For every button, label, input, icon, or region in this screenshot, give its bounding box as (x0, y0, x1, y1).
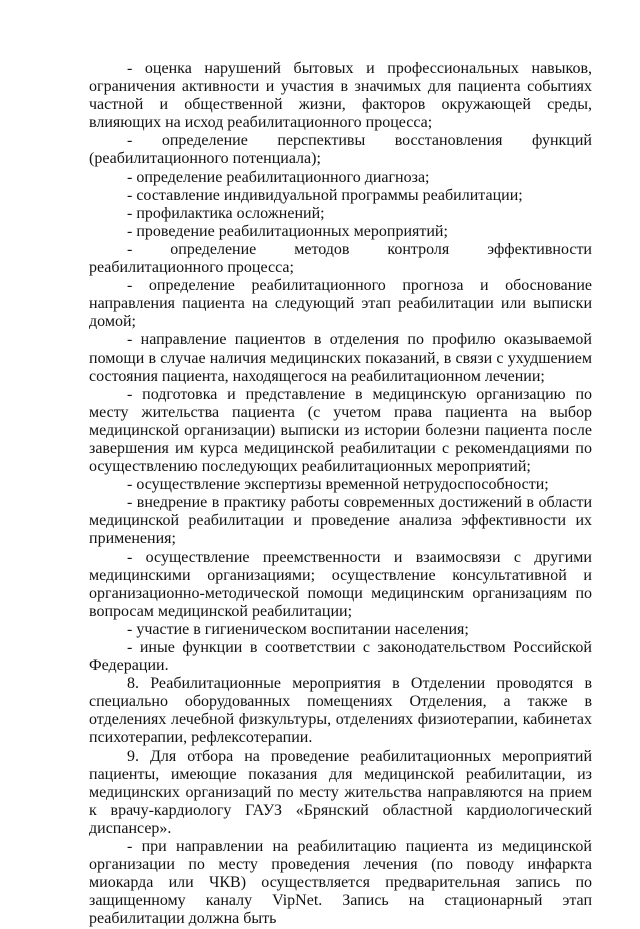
paragraph-12: - внедрение в практику работы современных достижений в области медицинской реабилитации и проведение анализа эффективности их применения; (89, 494, 592, 548)
paragraph-9: - направление пациентов в отделения по профилю оказываемой помощи в случае наличия медицинских показаний, в связи с ухудшением состояния пациента, находящегося на реабилитационном лечении; (89, 331, 592, 385)
paragraph-18: - при направлении на реабилитацию пациента из медицинской организации по месту проведения лечения (по поводу инфаркта миокарда или ЧКВ) осуществляется предварительная запись по защищенному каналу VipNet. Запись на стационарный этап реабилитации должна быть (89, 838, 592, 928)
paragraph-2: - определение перспективы восстановления функций (реабилитационного потенциала); (89, 132, 592, 168)
paragraph-17: 9. Для отбора на проведение реабилитационных мероприятий пациенты, имеющие показания для медицинской реабилитации, из медицинских организаций по месту жительства направляются на прием к врачу-кардиологу ГАУЗ «Брянский областной кардиологический диспансер». (89, 747, 592, 837)
paragraph-16: 8. Реабилитационные мероприятия в Отделении проводятся в специально оборудованных помещениях Отделения, а также в отделениях лечебной физкультуры, отделениях физиотерапии, кабинетах психотерапии, рефлексотерапии. (89, 675, 592, 747)
document-body (89, 60, 592, 929)
paragraph-13: - осуществление преемственности и взаимосвязи с другими медицинскими организациями; осуществление консультативной и организационно-методической помощи медицинским организациям по вопросам медицинской реабилитации; (89, 548, 592, 620)
paragraph-11: - осуществление экспертизы временной нетрудоспособности; (127, 476, 549, 494)
paragraph-14: - участие в гигиеническом воспитании населения; (127, 620, 469, 638)
paragraph-10: - подготовка и представление в медицинскую организацию по месту жительства пациента (с учетом права пациента на выбор медицинской организации) выписки из истории болезни пациента после завершения им курса медицинской реабилитации с рекомендациями по осуществлению последующих реабилитационных мероприятий; (89, 385, 592, 476)
paragraph-4: - составление индивидуальной программы реабилитации; (127, 186, 523, 204)
paragraph-15: - иные функции в соответствии с законодательством Российской Федерации. (89, 639, 592, 675)
paragraph-8: - определение реабилитационного прогноза и обоснование направления пациента на следующий этап реабилитации или выписки домой; (89, 277, 592, 331)
paragraph-6: - проведение реабилитационных мероприятий; (127, 222, 448, 240)
paragraph-1: - оценка нарушений бытовых и профессиональных навыков, ограничения активности и участия в значимых для пациента событиях частной и общественной жизни, факторов окружающей среды, влияющих на исход реабилитационного процесса; (89, 60, 592, 132)
paragraph-3: - определение реабилитационного диагноза; (127, 168, 430, 186)
paragraph-7: - определение методов контроля эффективности реабилитационного процесса; (89, 240, 592, 277)
paragraph-5: - профилактика осложнений; (127, 204, 325, 222)
